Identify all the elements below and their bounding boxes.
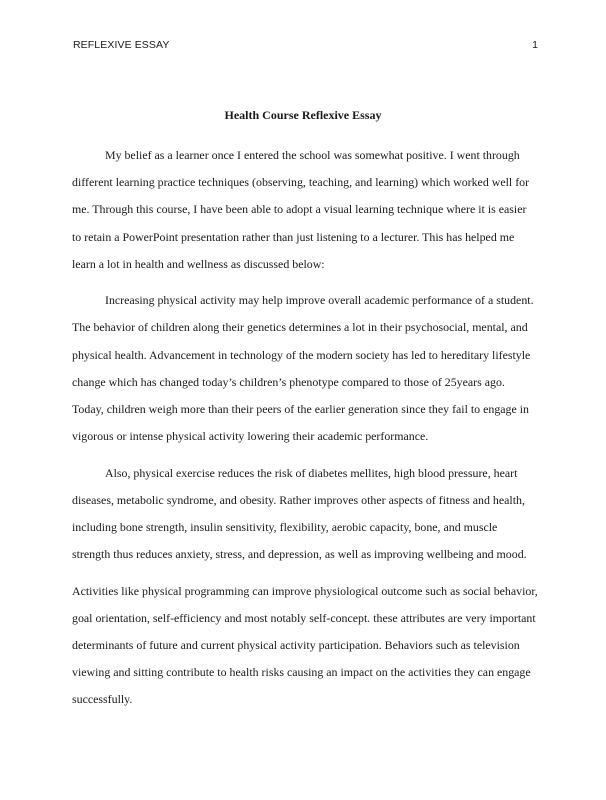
essay-title: Health Course Reflexive Essay: [224, 108, 382, 122]
paragraph-4: Activities like physical programming can improve physiological outcome such as social behavior, goal orientation, self-efficiency and most notably self-concept. these attributes are very important determinants of future and current physical activity participation. Behaviors such as television viewing and sitting contribute to health risks causing an impact on the activities they can engage successfully.: [72, 583, 538, 707]
paragraph-2: Increasing physical activity may help improve overall academic performance of a student. The behavior of children along their genetics determines a lot in their psychosocial, mental, and physical health. Advancement in technology of the modern society has led to hereditary lifestyle change which has changed today’s children’s phenotype compared to those of 25years ago. Today, children weigh more than their peers of the earlier generation since they fail to engage in vigorous or intense physical activity lowering their academic performance.: [72, 293, 534, 444]
page-number: 1: [532, 39, 538, 51]
essay-body: [72, 142, 538, 723]
paragraph-1: My belief as a learner once I entered the school was somewhat positive. I went through different learning practice techniques (observing, teaching, and learning) which worked well for me. Through this course, I have been able to adopt a visual learning technique where it is easier to retain a PowerPoint presentation rather than just listening to a lecturer. This has helped me learn a lot in health and wellness as discussed below:: [72, 148, 530, 271]
running-head: REFLEXIVE ESSAY: [73, 39, 170, 51]
paragraph-3: Also, physical exercise reduces the risk of diabetes mellites, high blood pressure, heart diseases, metabolic syndrome, and obesity. Rather improves other aspects of fitness and health, including bone strength, insulin sensitivity, flexibility, aerobic capacity, bone, and muscle strength thus reduces anxiety, stress, and depression, as well as improving wellbeing and mood.: [72, 465, 527, 562]
